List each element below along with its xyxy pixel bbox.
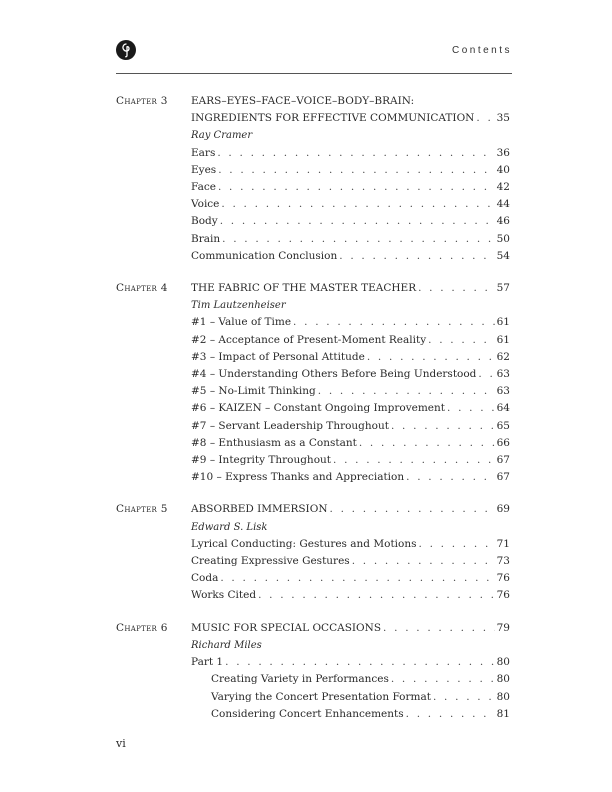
toc-entry[interactable]	[191, 213, 510, 230]
dot-leader	[352, 553, 495, 570]
page-number: 67	[496, 454, 510, 467]
dot-leader	[222, 231, 495, 248]
dot-leader	[293, 314, 495, 331]
page-number: 62	[496, 350, 510, 363]
entry-title: INGREDIENTS FOR EFFECTIVE COMMUNICATION	[191, 112, 475, 125]
page-number: 42	[496, 181, 510, 194]
page-number: 63	[496, 385, 510, 398]
entry-title: MUSIC FOR SPECIAL OCCASIONS	[191, 621, 382, 634]
dot-leader	[318, 383, 495, 400]
toc-entry[interactable]	[191, 435, 510, 452]
entry-title: Part 1	[191, 656, 224, 669]
toc-entry[interactable]	[191, 553, 510, 570]
chapter-author: Ray Cramer	[191, 130, 253, 142]
dot-leader	[419, 536, 495, 553]
chapter-title-line[interactable]	[191, 110, 510, 127]
entry-title: #5 – No-Limit Thinking	[191, 385, 316, 398]
toc-entry[interactable]	[191, 383, 510, 400]
page-number: 64	[496, 402, 510, 415]
toc-entry[interactable]	[191, 418, 510, 435]
running-head: Contents	[451, 45, 512, 56]
dot-leader	[218, 179, 495, 196]
chapter-author: Richard Miles	[191, 639, 262, 651]
entry-title: Communication Conclusion	[191, 249, 338, 262]
chapter-6	[116, 620, 510, 723]
toc-entry[interactable]	[191, 162, 510, 179]
toc-entry[interactable]	[191, 332, 510, 349]
entry-title: ABSORBED IMMERSION	[191, 503, 328, 516]
dot-leader	[333, 452, 495, 469]
page-folio: vi	[116, 737, 126, 750]
toc-entry[interactable]	[191, 452, 510, 469]
page-number: 50	[496, 232, 510, 245]
dot-leader	[476, 110, 494, 127]
chapter-author: Edward S. Lisk	[191, 521, 268, 533]
dot-leader	[359, 435, 495, 452]
dot-leader	[406, 469, 495, 486]
page-number: 36	[496, 146, 510, 159]
music-note-icon	[116, 40, 136, 60]
page-number: 76	[496, 589, 510, 602]
toc-subentry[interactable]	[191, 671, 510, 688]
dot-leader	[367, 349, 495, 366]
entry-title: Face	[191, 181, 216, 194]
page-number: 69	[496, 503, 510, 516]
toc-entry[interactable]	[191, 196, 510, 213]
chapter-title[interactable]	[191, 501, 510, 518]
dot-leader	[418, 280, 495, 297]
chapter-label: Chapter 3	[116, 95, 168, 107]
chapter-5	[116, 501, 510, 604]
dot-leader	[339, 248, 494, 265]
dot-leader	[258, 587, 495, 604]
chapter-title[interactable]	[191, 620, 510, 637]
page-number: 63	[496, 368, 510, 381]
dot-leader	[478, 366, 494, 383]
page-number: 76	[496, 572, 510, 585]
page-number: 61	[496, 316, 510, 329]
page-number: 44	[496, 198, 510, 211]
entry-title: Lyrical Conducting: Gestures and Motions	[191, 537, 417, 550]
toc-subentry[interactable]	[191, 706, 510, 723]
toc-entry[interactable]	[191, 179, 510, 196]
entry-title: Creating Variety in Performances	[211, 673, 389, 686]
dot-leader	[217, 145, 494, 162]
entry-title: Considering Concert Enhancements	[211, 707, 404, 720]
entry-title: Works Cited	[191, 589, 257, 602]
entry-title: #7 – Servant Leadership Throughout	[191, 419, 389, 432]
toc-entry[interactable]	[191, 314, 510, 331]
chapter-title[interactable]	[191, 280, 510, 297]
entry-title: #6 – KAIZEN – Constant Ongoing Improvement	[191, 402, 445, 415]
dot-leader	[220, 213, 495, 230]
page-number: 35	[496, 112, 510, 125]
chapter-title[interactable]	[191, 93, 510, 110]
entry-title: EARS–EYES–FACE–VOICE–BODY–BRAIN:	[191, 95, 415, 107]
chapter-author: Tim Lautzenheiser	[191, 300, 286, 312]
entry-title: Body	[191, 215, 218, 228]
toc-entry[interactable]	[191, 469, 510, 486]
entry-title: Eyes	[191, 163, 217, 176]
dot-leader	[391, 671, 495, 688]
dot-leader	[383, 620, 495, 637]
entry-title: THE FABRIC OF THE MASTER TEACHER	[191, 282, 417, 295]
toc-entry[interactable]	[191, 366, 510, 383]
dot-leader	[433, 689, 495, 706]
page-number: 66	[496, 436, 510, 449]
entry-title: Coda	[191, 572, 219, 585]
toc-entry[interactable]	[191, 536, 510, 553]
toc-entry[interactable]	[191, 145, 510, 162]
chapter-label: Chapter 6	[116, 621, 168, 634]
chapter-4	[116, 280, 510, 486]
header-rule	[116, 73, 512, 74]
dot-leader	[330, 501, 495, 518]
dot-leader	[218, 162, 494, 179]
publisher-logo-icon	[116, 40, 136, 60]
dot-leader	[220, 570, 494, 587]
entry-title: #3 – Impact of Personal Attitude	[191, 350, 365, 363]
page-number: 40	[496, 163, 510, 176]
page-number: 54	[496, 249, 510, 262]
entry-title: #10 – Express Thanks and Appreciation	[191, 471, 405, 484]
entry-title: Ears	[191, 146, 216, 159]
entry-title: Voice	[191, 198, 220, 211]
page-number: 46	[496, 215, 510, 228]
toc-entry[interactable]	[191, 248, 510, 265]
entry-title: #2 – Acceptance of Present-Moment Reality	[191, 333, 427, 346]
page-number: 65	[496, 419, 510, 432]
page-number: 80	[496, 673, 510, 686]
page-number: 79	[496, 621, 510, 634]
page-number: 71	[496, 537, 510, 550]
dot-leader	[391, 418, 495, 435]
toc-entry[interactable]	[191, 400, 510, 417]
dot-leader	[428, 332, 494, 349]
page-number: 61	[496, 333, 510, 346]
entry-title: Creating Expressive Gestures	[191, 555, 350, 568]
entry-title: Brain	[191, 232, 221, 245]
dot-leader	[406, 706, 495, 723]
toc-entry[interactable]	[191, 349, 510, 366]
page-number: 73	[496, 555, 510, 568]
page-number: 81	[496, 707, 510, 720]
page-number: 67	[496, 471, 510, 484]
entry-title: Varying the Concert Presentation Format	[211, 690, 431, 703]
toc-entry[interactable]	[191, 654, 510, 671]
dot-leader	[447, 400, 495, 417]
toc-subentry[interactable]	[191, 689, 510, 706]
page-number: 80	[496, 656, 510, 669]
table-of-contents	[116, 93, 510, 738]
entry-title: #1 – Value of Time	[191, 316, 292, 329]
toc-entry[interactable]	[191, 587, 510, 604]
page-number: 57	[496, 282, 510, 295]
chapter-label: Chapter 4	[116, 282, 168, 295]
page-number: 80	[496, 690, 510, 703]
toc-entry[interactable]	[191, 570, 510, 587]
dot-leader	[221, 196, 494, 213]
chapter-label: Chapter 5	[116, 503, 168, 516]
chapter-3	[116, 93, 510, 265]
toc-entry[interactable]	[191, 231, 510, 248]
entry-title: #9 – Integrity Throughout	[191, 454, 331, 467]
dot-leader	[225, 654, 495, 671]
entry-title: #4 – Understanding Others Before Being Understood	[191, 368, 477, 381]
entry-title: #8 – Enthusiasm as a Constant	[191, 436, 357, 449]
